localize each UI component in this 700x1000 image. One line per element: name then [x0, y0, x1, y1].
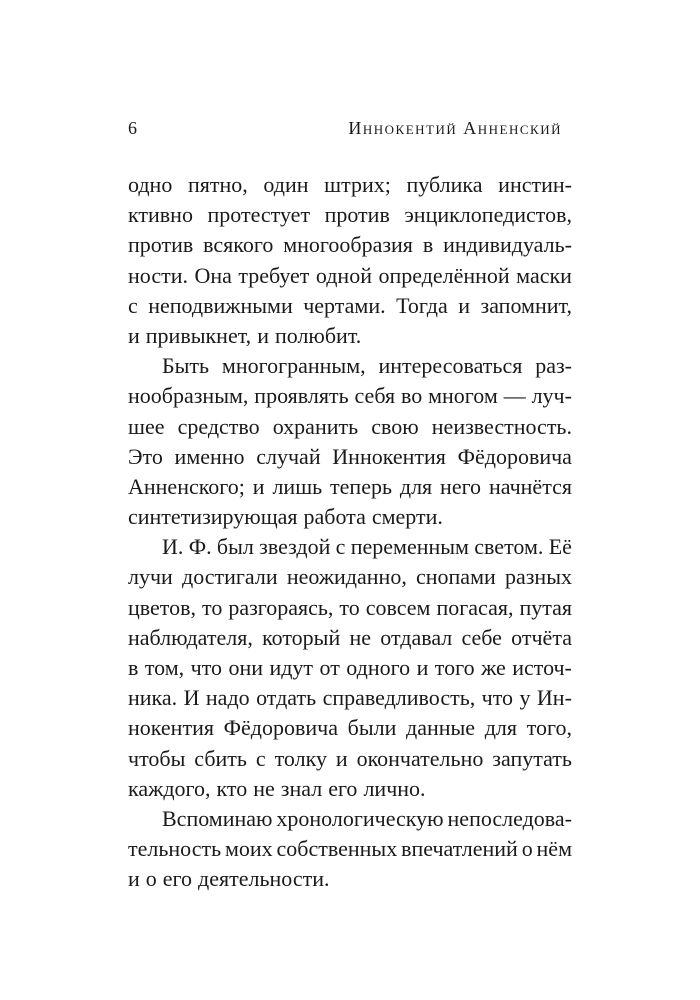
word: данные	[406, 715, 476, 741]
word: того,	[526, 715, 572, 741]
word: не	[253, 775, 275, 801]
text-line	[128, 230, 572, 260]
word: чертами.	[303, 292, 386, 318]
text-line	[128, 774, 572, 804]
word: И.	[162, 534, 184, 560]
text-line	[128, 653, 572, 683]
word: наблюдателя,	[128, 624, 253, 650]
word: и	[335, 745, 348, 771]
word: одного	[346, 655, 411, 680]
word: том,	[144, 655, 185, 680]
text-line	[128, 562, 572, 592]
word: многогранным,	[221, 353, 366, 379]
word: нём	[536, 836, 572, 862]
word: синтетизирующая	[128, 504, 298, 530]
word: ности.	[128, 262, 188, 288]
word: случай	[256, 443, 321, 469]
text-line	[128, 593, 572, 623]
word: него	[440, 473, 482, 499]
word: ктивно	[128, 202, 193, 228]
word: себе	[461, 624, 502, 650]
text-line	[128, 442, 572, 472]
word: Тогда	[396, 292, 448, 318]
page-number: 6	[128, 118, 137, 138]
word: неподвижными	[148, 292, 293, 318]
word: непоследова-	[447, 805, 572, 831]
word: неожиданно,	[286, 564, 407, 590]
word: его	[328, 775, 358, 801]
word: у	[519, 685, 531, 711]
word: многообразия	[283, 232, 413, 258]
word: разгораясь,	[228, 594, 334, 620]
word: И	[183, 685, 200, 711]
text-line	[128, 472, 572, 502]
word: Ф.	[188, 534, 212, 560]
word: определённой	[378, 262, 510, 288]
word: во	[400, 383, 423, 409]
word: знал	[280, 775, 323, 801]
word: они	[228, 655, 264, 680]
word: смерти.	[371, 504, 443, 530]
word: лишь	[272, 473, 323, 499]
word: интересоваться	[378, 353, 523, 379]
word: —	[503, 383, 526, 409]
word: для	[484, 715, 518, 741]
word: шее	[128, 413, 165, 439]
word: и	[257, 322, 269, 348]
text-line	[128, 412, 572, 442]
word: нокентия	[128, 715, 214, 741]
word: Фёдоровича	[223, 715, 338, 741]
text-line	[128, 834, 572, 864]
word: хронологическую	[276, 805, 444, 831]
word: для	[399, 473, 433, 499]
word: идут	[269, 655, 314, 680]
text-line	[128, 683, 572, 713]
word: и	[416, 655, 429, 680]
text-line	[128, 170, 572, 200]
word: инстин-	[498, 172, 572, 197]
word: впечатлений	[401, 836, 518, 862]
paragraph	[128, 804, 572, 895]
word: не	[349, 624, 372, 650]
word: был	[216, 534, 254, 560]
word: от	[319, 655, 340, 680]
word: что	[481, 685, 514, 711]
word: работа	[303, 504, 366, 530]
word: лучи	[128, 564, 173, 590]
word: и	[458, 292, 471, 318]
word: его	[162, 866, 193, 892]
text-line	[128, 291, 572, 321]
word: звездой	[259, 534, 331, 560]
word: что	[190, 655, 223, 680]
word: раз-	[535, 353, 572, 379]
word: каждого,	[128, 775, 211, 801]
running-head	[128, 116, 562, 140]
word: себя	[354, 383, 396, 409]
word: Ин-	[536, 685, 572, 711]
word: деятельности.	[198, 866, 330, 892]
text-line	[128, 804, 572, 834]
word: ника.	[128, 685, 178, 711]
text-line	[128, 864, 572, 894]
word: Иннокентия	[332, 443, 446, 469]
word: энциклопедистов,	[404, 202, 572, 228]
word: о	[521, 836, 533, 862]
word: и	[128, 866, 140, 892]
word: цветов,	[128, 594, 197, 620]
word: погасая,	[436, 594, 514, 620]
word: моих	[224, 836, 273, 862]
word: переменным	[350, 534, 469, 560]
word: достигали	[182, 564, 278, 590]
word: одно	[128, 172, 173, 197]
word: начнётся	[488, 473, 572, 499]
word: запомнит,	[480, 292, 572, 318]
word: сбить	[194, 745, 247, 771]
word: толку	[274, 745, 327, 771]
word: луч-	[531, 383, 572, 409]
word: в	[128, 655, 139, 680]
word: с	[128, 292, 138, 318]
word: отчёта	[511, 624, 572, 650]
text-line	[128, 200, 572, 230]
paragraph	[128, 351, 572, 532]
word: то	[202, 594, 223, 620]
word: против	[128, 232, 194, 258]
word: привыкнет,	[145, 322, 252, 348]
word: были	[347, 715, 397, 741]
word: отдавал	[380, 624, 453, 650]
word: Вспоминаю	[162, 805, 273, 831]
word: надо	[205, 685, 250, 711]
word: индивидуаль-	[443, 232, 572, 258]
word: путая	[519, 594, 572, 620]
word: запутать	[492, 745, 572, 771]
word: совсем	[365, 594, 431, 620]
word: то	[339, 594, 360, 620]
word: многом	[428, 383, 498, 409]
word: полюбит.	[274, 322, 362, 348]
text-line	[128, 351, 572, 381]
word: теперь	[330, 473, 392, 499]
word: протестует	[207, 202, 311, 228]
word: Анненского;	[128, 473, 245, 499]
paragraph	[128, 532, 572, 804]
word: Фёдоровича	[457, 443, 572, 469]
word: о	[145, 866, 157, 892]
word: пятно,	[187, 172, 248, 197]
word: кто	[216, 775, 248, 801]
word: штрих;	[324, 172, 391, 197]
word: один	[263, 172, 309, 197]
word: который	[262, 624, 341, 650]
word: всякого	[203, 232, 274, 258]
text-line	[128, 261, 572, 291]
word: публика	[406, 172, 483, 197]
word: собственных	[276, 836, 398, 862]
word: Её	[548, 534, 572, 560]
word: требует	[238, 262, 310, 288]
word: лично.	[363, 775, 426, 801]
paragraph	[128, 170, 572, 351]
text-line	[128, 321, 572, 351]
word: справедливость,	[322, 685, 476, 711]
word: светом.	[474, 534, 544, 560]
word: одной	[315, 262, 372, 288]
word: и	[252, 473, 265, 499]
word: именно	[174, 443, 245, 469]
word: отдать	[256, 685, 317, 711]
word: неизвестность.	[431, 413, 572, 439]
word: с	[255, 745, 266, 771]
word: в	[422, 232, 434, 258]
word: разных	[504, 564, 572, 590]
text-line	[128, 502, 572, 532]
word: средство	[177, 413, 260, 439]
word: Это	[128, 443, 163, 469]
word: того	[434, 655, 475, 680]
word: источ-	[512, 655, 572, 680]
text-line	[128, 381, 572, 411]
word: чтобы	[128, 745, 186, 771]
word: и	[128, 322, 140, 348]
running-head-title: Иннокентий Анненский	[348, 118, 562, 138]
word: окончательно	[356, 745, 484, 771]
text-line	[128, 532, 572, 562]
text-line	[128, 713, 572, 743]
word: с	[335, 534, 346, 560]
word: охранить	[272, 413, 359, 439]
word: нообразным,	[128, 383, 249, 409]
word: проявлять	[254, 383, 349, 409]
word: снопами	[416, 564, 496, 590]
word: маски	[516, 262, 572, 288]
word: тельность	[128, 836, 222, 862]
word: против	[324, 202, 390, 228]
word: Быть	[162, 353, 210, 379]
word: свою	[371, 413, 419, 439]
text-line	[128, 623, 572, 653]
word: же	[481, 655, 506, 680]
text-line	[128, 744, 572, 774]
word: Она	[194, 262, 232, 288]
body-text	[128, 170, 572, 895]
